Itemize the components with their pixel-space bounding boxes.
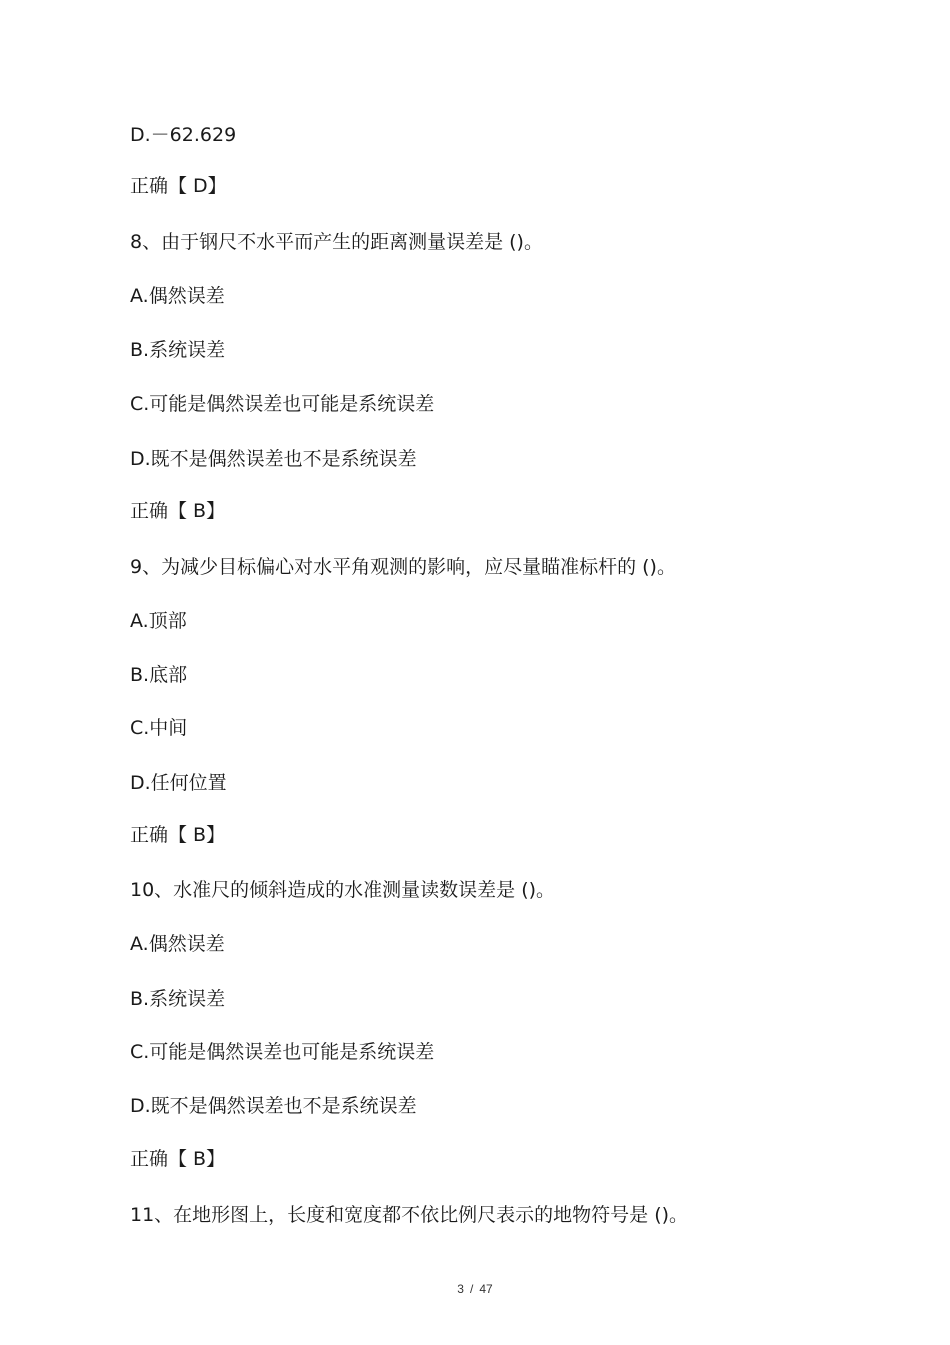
option-c-q10: C.可能是偶然误差也可能是系统误差 [130, 1041, 435, 1063]
option-c-q8: C.可能是偶然误差也可能是系统误差 [130, 393, 435, 415]
option-a-q9: A.顶部 [130, 610, 187, 632]
option-b-q10: B.系统误差 [130, 988, 226, 1010]
page-separator: / [469, 1282, 474, 1296]
option-d-q9: D.任何位置 [130, 772, 227, 794]
option-d-q10: D.既不是偶然误差也不是系统误差 [130, 1095, 417, 1117]
option-a-q8: A.偶然误差 [130, 285, 225, 307]
answer-q10: 正确【 B】 [130, 1148, 226, 1170]
question-11: 11、在地形图上，长度和宽度都不依比例尺表示的地物符号是 ()。 [130, 1204, 689, 1226]
question-9: 9、为减少目标偏心对水平角观测的影响，应尽量瞄准标杆的 ()。 [130, 556, 676, 578]
answer-q9: 正确【 B】 [130, 824, 226, 846]
option-a-q10: A.偶然误差 [130, 933, 225, 955]
option-d-q7: D.－62.629 [130, 124, 237, 146]
answer-q8: 正确【 B】 [130, 500, 226, 522]
current-page: 3 [457, 1282, 464, 1296]
option-d-q8: D.既不是偶然误差也不是系统误差 [130, 448, 417, 470]
total-pages: 47 [479, 1282, 493, 1296]
question-10: 10、水准尺的倾斜造成的水准测量读数误差是 ()。 [130, 879, 556, 901]
question-8: 8、由于钢尺不水平而产生的距离测量误差是 ()。 [130, 231, 543, 253]
answer-q7: 正确【 D】 [130, 175, 227, 197]
page-number [0, 1281, 950, 1297]
option-c-q9: C.中间 [130, 717, 188, 739]
option-b-q8: B.系统误差 [130, 339, 226, 361]
option-b-q9: B.底部 [130, 664, 188, 686]
